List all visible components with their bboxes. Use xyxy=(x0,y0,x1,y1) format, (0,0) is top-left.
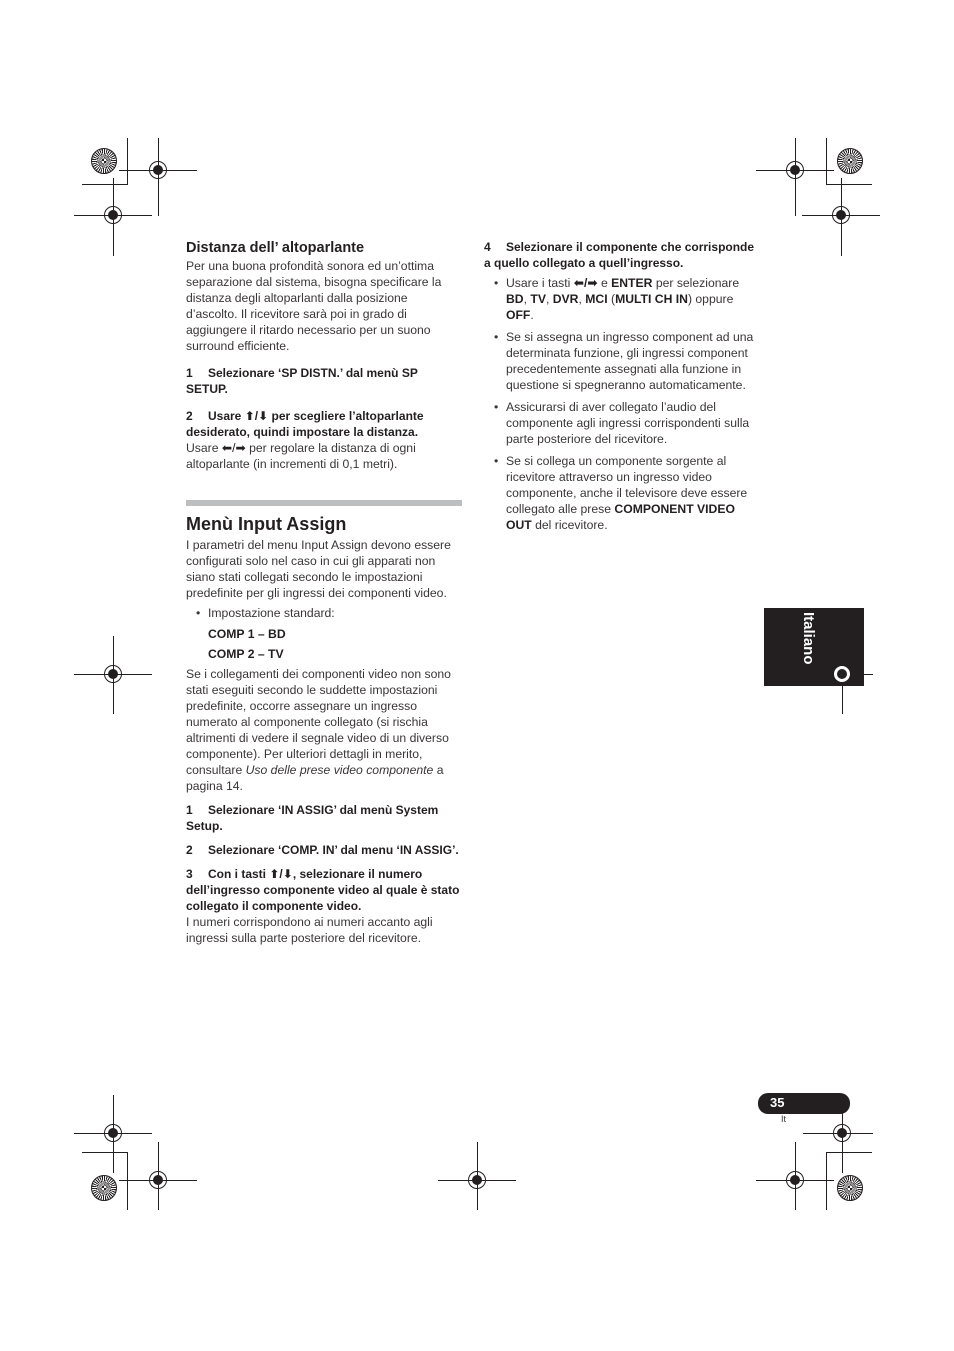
registration-cross-icon xyxy=(104,665,122,683)
registration-sun-icon xyxy=(91,148,117,174)
registration-cross-icon xyxy=(149,1171,167,1189)
registration-sun-icon xyxy=(837,148,863,174)
page-number: 35 xyxy=(770,1095,785,1110)
list-item: • Impostazione standard: xyxy=(186,605,462,621)
list-item: • Se si assegna un ingresso component ad una determinata funzione, gli ingressi component precedentemente assegnati alla funzione in questione si spegneranno automaticamente. xyxy=(484,329,760,393)
language-tab-label: Italiano xyxy=(800,612,817,665)
bullet-list xyxy=(484,275,760,533)
left-right-arrow-icon: ⬅/➡ xyxy=(221,441,246,455)
step: 2 Selezionare ‘COMP. IN’ dal menu ‘IN ASSIG’. xyxy=(186,843,459,857)
section-title-speaker-distance: Distanza dell’ altoparlante xyxy=(186,240,365,256)
language-code: It xyxy=(781,1114,787,1124)
step: 1 Selezionare ‘SP DISTN.’ dal menù SP SETUP. xyxy=(186,366,418,396)
section-divider xyxy=(186,500,462,506)
up-down-arrow-icon: ⬆/⬇ xyxy=(244,409,269,423)
step-body: Usare ⬅/➡ per regolare la distanza di ogni altoparlante (in incrementi di 0,1 metri). xyxy=(186,441,416,471)
list-item: • Se si collega un componente sorgente al ricevitore attraverso un ingresso video componente, anche il televisore deve essere collegato alle prese COMPONENT VIDEO OUT del ricevitore. xyxy=(484,453,760,533)
registration-sun-icon xyxy=(91,1175,117,1201)
section-title-input-assign: Menù Input Assign xyxy=(186,514,347,534)
registration-cross-icon xyxy=(833,1124,851,1142)
section-body: Se i collegamenti dei componenti video non sono stati eseguiti secondo le suddette impostazioni predefinite, occorre assegnare un ingresso numerato al componente collegato (si rischia altrimenti di vedere il segnale video di un diverso componente). Per ulteriori dettagli in merito, consultare Uso delle prese video componente a pagina 14. xyxy=(186,667,451,793)
step-body: I numeri corrispondono ai numeri accanto agli ingressi sulla parte posteriore del ricevitore. xyxy=(186,915,433,945)
step: 3 Con i tasti ⬆/⬇, selezionare il numero dell’ingresso componente video al quale è stato collegato il componente video. xyxy=(186,867,460,913)
registration-cross-icon xyxy=(149,161,167,179)
right-column xyxy=(484,238,760,538)
registration-sun-icon xyxy=(837,1175,863,1201)
registration-cross-icon xyxy=(468,1171,486,1189)
section-intro: I parametri del menu Input Assign devono essere configurati solo nel caso in cui gli apparati non siano stati collegati secondo le impostazioni predefinite per gli ingressi dei componenti video. xyxy=(186,538,451,600)
cross-reference: Uso delle prese video componente xyxy=(245,763,434,777)
standard-setting: COMP 2 – TV xyxy=(208,647,284,661)
left-right-arrow-icon: ⬅/➡ xyxy=(573,276,598,290)
standard-setting: COMP 1 – BD xyxy=(208,627,286,641)
registration-cross-icon xyxy=(832,206,850,224)
list-item: • Usare i tasti ⬅/➡ e ENTER per selezionare BD, TV, DVR, MCI (MULTI CH IN) oppure OFF. xyxy=(484,275,760,323)
left-column xyxy=(186,238,462,946)
registration-cross-icon xyxy=(786,161,804,179)
bullet-list xyxy=(186,605,462,621)
registration-cross-icon xyxy=(833,665,851,683)
registration-cross-icon xyxy=(104,1124,122,1142)
registration-cross-icon xyxy=(786,1171,804,1189)
list-item: • Assicurarsi di aver collegato l’audio del componente agli ingressi corrispondenti sulla parte posteriore del ricevitore. xyxy=(484,399,760,447)
step: 2 Usare ⬆/⬇ per scegliere l’altoparlante desiderato, quindi impostare la distanza. xyxy=(186,409,424,439)
registration-cross-icon xyxy=(104,206,122,224)
up-down-arrow-icon: ⬆/⬇ xyxy=(269,867,293,881)
step: 1 Selezionare ‘IN ASSIG’ dal menù System Setup. xyxy=(186,803,439,833)
section-intro: Per una buona profondità sonora ed un’ottima separazione dal sistema, bisogna specificare la distanza degli altoparlanti dalla posizione d’ascolto. Il ricevitore sarà poi in grado di aggiungere il ritardo necessario per un suono surround efficiente. xyxy=(186,259,442,353)
step: 4 Selezionare il componente che corrisponde a quello collegato a quell’ingresso. xyxy=(484,240,755,270)
